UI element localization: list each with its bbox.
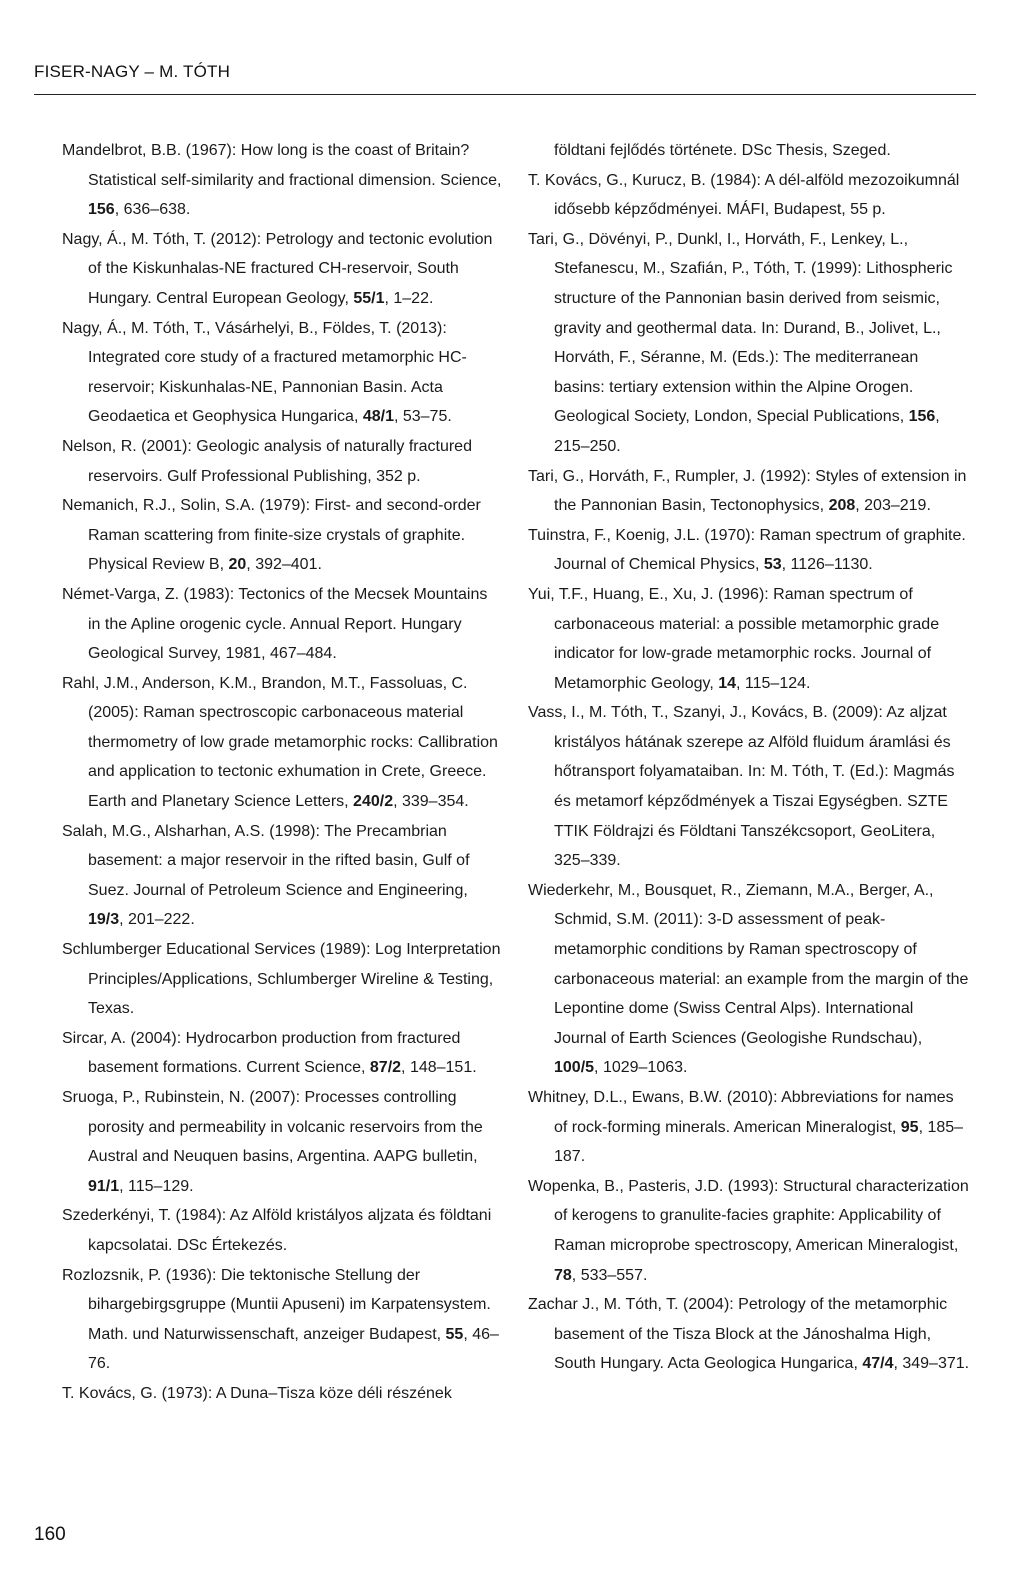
- reference-text: földtani fejlődés története. DSc Thesis, Szeged.: [554, 142, 891, 159]
- reference-entry: [62, 1379, 504, 1409]
- reference-pages: , 215–250.: [554, 408, 940, 455]
- reference-volume: 19/3: [88, 911, 120, 929]
- reference-pages: , 1029–1063.: [594, 1059, 688, 1077]
- reference-pages: , 636–638.: [114, 201, 191, 219]
- reference-text: Yui, T.F., Huang, E., Xu, J. (1996): Raman spectrum of carbonaceous material: a possible metamorphic grade indicator for low-grade metamorphic rocks. Journal of Metamorphic Geology,: [528, 585, 940, 692]
- reference-text: Sircar, A. (2004): Hydrocarbon production from fractured basement formations. Current Science,: [62, 1029, 461, 1077]
- reference-entry: [528, 1083, 970, 1172]
- reference-entry: [528, 580, 970, 698]
- reference-text: Mandelbrot, B.B. (1967): How long is the coast of Britain? Statistical self-similarity and fractional dimension. Science,: [62, 142, 502, 189]
- reference-pages: , 115–124.: [736, 674, 811, 692]
- reference-text: T. Kovács, G. (1973): A Duna–Tisza köze déli részének: [62, 1384, 452, 1402]
- reference-entry: [528, 1172, 970, 1290]
- reference-volume: 156: [88, 201, 115, 219]
- reference-text: Salah, M.G., Alsharhan, A.S. (1998): The Precambrian basement: a major reservoir in the rifted basin, Gulf of Suez. Journal of Petroleum Science and Engineering,: [62, 822, 470, 899]
- reference-entry: [62, 225, 504, 314]
- reference-text: Nelson, R. (2001): Geologic analysis of naturally fractured reservoirs. Gulf Professional Publishing, 352 p.: [62, 437, 472, 485]
- reference-volume: 100/5: [554, 1059, 595, 1077]
- reference-entry: [528, 225, 970, 462]
- references-right-column: [528, 136, 970, 1379]
- reference-entry: [528, 166, 970, 225]
- reference-entry: [62, 669, 504, 817]
- reference-pages: , 201–222.: [119, 911, 195, 929]
- reference-text: Tari, G., Dövényi, P., Dunkl, I., Horváth, F., Lenkey, L., Stefanescu, M., Szafián, P., Tóth, T. (1999): Lithospheric structure of the Pannonian basin derived from seismic, gravity and geothermal data. In: Durand, B., Jolivet, L., Horváth, F., Séranne, M. (Eds.): The mediterranean basins: tertiary extension within the Alpine Orogen. Geological Society, London, Special Publications,: [528, 230, 953, 426]
- reference-text: Nagy, Á., M. Tóth, T. (2012): Petrology and tectonic evolution of the Kiskunhalas-NE fractured CH-reservoir, South Hungary. Central European Geology,: [62, 230, 493, 307]
- reference-pages: , 1–22.: [384, 289, 434, 307]
- reference-pages: , 349–371.: [893, 1355, 970, 1373]
- reference-text: Rahl, J.M., Anderson, K.M., Brandon, M.T., Fassoluas, C. (2005): Raman spectroscopic carbonaceous material thermometry of low grade metamorphic rocks: Callibration and application to tectonic exhumation in Crete, Greece. Earth and Planetary Science Letters,: [62, 674, 498, 811]
- reference-volume: 156: [908, 408, 936, 426]
- reference-entry: [528, 521, 970, 580]
- header-rule: [34, 94, 976, 95]
- reference-pages: , 203–219.: [855, 497, 931, 515]
- reference-entry: [528, 876, 970, 1083]
- reference-text: Vass, I., M. Tóth, T., Szanyi, J., Kovács, B. (2009): Az aljzat kristályos hátának szerepe az Alföld fluidum áramlási és hőtransport folyamataiban. In: M. Tóth, T. (Ed.): Magmás és metamorf képződmények a Tiszai Egységben. SZTE TTIK Földrajzi és Földtani Tanszékcsoport, GeoLitera, 325–339.: [528, 704, 955, 870]
- reference-pages: , 115–129.: [119, 1177, 194, 1195]
- reference-entry: [62, 491, 504, 580]
- reference-entry: [528, 698, 970, 876]
- reference-entry: [62, 1201, 504, 1260]
- reference-text: Sruoga, P., Rubinstein, N. (2007): Processes controlling porosity and permeability in volcanic reservoirs from the Austral and Neuquen basins, Argentina. AAPG bulletin,: [62, 1089, 483, 1166]
- reference-entry: [62, 817, 504, 935]
- reference-volume: 240/2: [353, 793, 394, 811]
- reference-volume: 208: [828, 497, 856, 515]
- reference-pages: , 46–76.: [88, 1325, 499, 1373]
- running-header: FISER-NAGY – M. TÓTH: [34, 62, 231, 81]
- reference-entry: [62, 935, 504, 1024]
- reference-text: T. Kovács, G., Kurucz, B. (1984): A dél-alföld mezozoikumnál idősebb képződményei. MÁFI, Budapest, 55 p.: [528, 171, 960, 219]
- reference-text: Nagy, Á., M. Tóth, T., Vásárhelyi, B., Földes, T. (2013): Integrated core study of a fractured metamorphic HC-reservoir; Kiskunhalas-NE, Pannonian Basin. Acta Geodaetica et Geophysica Hungarica,: [62, 319, 467, 426]
- reference-entry: [528, 1290, 970, 1379]
- reference-entry: [62, 580, 504, 669]
- reference-volume: 48/1: [362, 408, 394, 426]
- reference-entry: [528, 136, 970, 166]
- reference-text: Szederkényi, T. (1984): Az Alföld kristályos aljzata és földtani kapcsolatai. DSc Értekezés.: [62, 1207, 492, 1254]
- reference-text: Rozlozsnik, P. (1936): Die tektonische Stellung der bihargebirgsgruppe (Muntii Apuseni) im Karpatensystem. Math. und Naturwissenschaft, anzeiger Budapest,: [62, 1266, 491, 1343]
- reference-entry: [62, 136, 504, 225]
- reference-text: Wopenka, B., Pasteris, J.D. (1993): Structural characterization of kerogens to granulite-facies graphite: Applicability of Raman microprobe spectroscopy, American Mineralogist,: [528, 1177, 969, 1254]
- reference-volume: 20: [228, 556, 247, 574]
- reference-entry: [62, 432, 504, 491]
- reference-volume: 91/1: [88, 1177, 120, 1195]
- references-left-column: [62, 136, 504, 1409]
- reference-entry: [62, 314, 504, 432]
- reference-text: Német-Varga, Z. (1983): Tectonics of the Mecsek Mountains in the Apline orogenic cycle. Annual Report. Hungary Geological Survey, 1981, 467–484.: [62, 585, 488, 663]
- reference-volume: 55: [445, 1325, 464, 1343]
- reference-entry: [62, 1083, 504, 1201]
- reference-text: Tari, G., Horváth, F., Rumpler, J. (1992): Styles of extension in the Pannonian Basin, Tectonophysics,: [528, 467, 967, 515]
- reference-pages: , 148–151.: [401, 1059, 477, 1077]
- reference-volume: 53: [763, 556, 782, 574]
- reference-volume: 95: [900, 1118, 919, 1136]
- reference-entry: [62, 1024, 504, 1083]
- reference-text: Tuinstra, F., Koenig, J.L. (1970): Raman spectrum of graphite. Journal of Chemical Physics,: [528, 526, 966, 574]
- page-number: 160: [34, 1524, 66, 1545]
- reference-text: Schlumberger Educational Services (1989): Log Interpretation Principles/Applications, Schlumberger Wireline & Testing, Texas.: [62, 941, 501, 1018]
- reference-text: Wiederkehr, M., Bousquet, R., Ziemann, M.A., Berger, A., Schmid, S.M. (2011): 3-D assessment of peak-metamorphic conditions by Raman spectroscopy of carbonaceous material: an example from the margin of the Lepontine dome (Swiss Central Alps). International Journal of Earth Sciences (Geologishe Rundschau),: [528, 881, 969, 1047]
- reference-text: Zachar J., M. Tóth, T. (2004): Petrology of the metamorphic basement of the Tisza Block at the Jánoshalma High, South Hungary. Acta Geologica Hungarica,: [528, 1296, 948, 1373]
- reference-pages: , 339–354.: [393, 793, 469, 811]
- reference-pages: , 1126–1130.: [781, 556, 873, 574]
- reference-volume: 47/4: [862, 1355, 894, 1373]
- reference-pages: , 53–75.: [393, 408, 452, 426]
- reference-volume: 78: [554, 1266, 572, 1284]
- reference-text: Whitney, D.L., Ewans, B.W. (2010): Abbreviations for names of rock-forming minerals. American Mineralogist,: [528, 1089, 954, 1136]
- reference-text: Nemanich, R.J., Solin, S.A. (1979): First- and second-order Raman scattering from finite-size crystals of graphite. Physical Review B,: [62, 497, 481, 574]
- reference-pages: , 533–557.: [571, 1266, 648, 1284]
- reference-volume: 55/1: [353, 289, 385, 307]
- reference-entry: [62, 1261, 504, 1379]
- reference-volume: 14: [718, 674, 737, 692]
- reference-entry: [528, 462, 970, 521]
- reference-volume: 87/2: [369, 1059, 402, 1077]
- reference-pages: , 185–187.: [554, 1118, 964, 1166]
- reference-pages: , 392–401.: [246, 556, 322, 574]
